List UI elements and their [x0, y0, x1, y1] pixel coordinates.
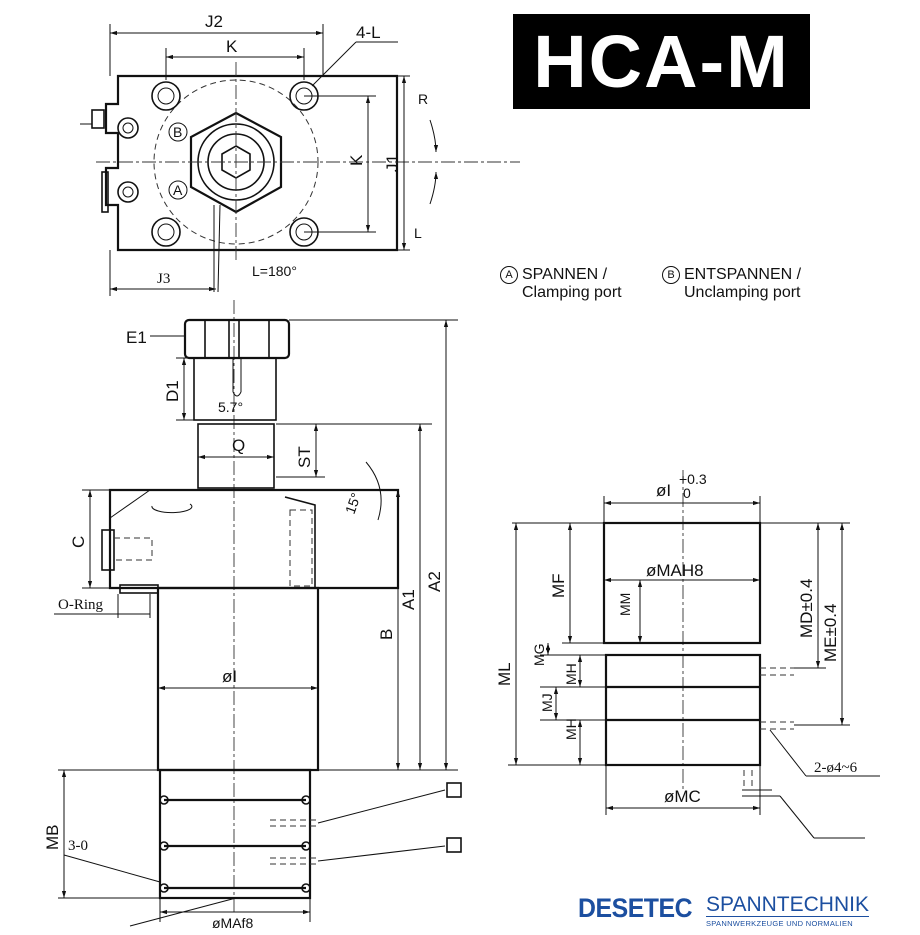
- legend-b-line2: Unclamping port: [684, 284, 801, 301]
- dim-dia-I: øI: [222, 667, 238, 686]
- label-3-0: 3-0: [68, 838, 88, 854]
- rotation-angle: L=180°: [252, 263, 297, 279]
- dim-A1: A1: [399, 589, 418, 610]
- rotation-L: L: [414, 225, 422, 241]
- dim-E1: E1: [126, 328, 147, 347]
- top-port-a-label: A: [173, 182, 183, 198]
- dim-B: B: [377, 628, 396, 640]
- top-view: [80, 12, 520, 296]
- port-a-symbol: A: [500, 266, 518, 284]
- brand-name: DESETEC: [578, 893, 693, 923]
- detail-tol-zero: 0: [683, 485, 691, 501]
- detail-dim-MG: MG: [531, 643, 547, 666]
- cylinder-insert: [160, 770, 310, 898]
- detail-view: [495, 470, 880, 838]
- dim-K-top: K: [226, 37, 238, 56]
- product-title: HCA-M: [533, 20, 790, 103]
- detail-dim-ME: ME±0.4: [821, 603, 840, 662]
- detail-tol-plus: +0.3: [679, 471, 707, 487]
- dim-angle-5-7: 5.7°: [218, 399, 244, 415]
- legend-a-line1: SPANNEN /: [522, 266, 608, 283]
- dim-ST: ST: [295, 446, 314, 468]
- detail-holes-label: 2-ø4~6: [814, 760, 858, 776]
- detail-dim-MH-2: MH: [563, 718, 579, 740]
- cylinder-body: [158, 588, 318, 770]
- rotation-R: R: [418, 91, 429, 107]
- dim-C: C: [69, 535, 88, 548]
- dim-J3: J3: [157, 271, 171, 287]
- clamp-nut: [185, 320, 289, 358]
- dim-Q: Q: [232, 436, 246, 455]
- detail-dim-dia-MC: øMC: [664, 787, 701, 806]
- insert-grooves: [160, 796, 310, 892]
- brand-tagline: SPANNWERKZEUGE UND NORMALIEN: [706, 919, 854, 928]
- port-b-symbol: B: [662, 266, 680, 284]
- dim-J1: J1: [383, 154, 402, 172]
- side-view: [43, 300, 461, 931]
- detail-dim-dia-I: øI: [656, 481, 672, 500]
- dim-angle-15: 15°: [341, 490, 365, 517]
- detail-dim-MF: MF: [549, 573, 568, 598]
- dim-A2: A2: [425, 571, 444, 592]
- detail-dim-ML: ML: [495, 662, 514, 686]
- bore-upper: [604, 523, 760, 643]
- top-port-b-label: B: [173, 124, 183, 140]
- dim-D1: D1: [163, 380, 182, 402]
- detail-dim-MJ: MJ: [539, 693, 555, 712]
- dim-MB: MB: [43, 824, 62, 850]
- legend-a-line2: Clamping port: [522, 284, 622, 301]
- detail-dim-MH-1: MH: [563, 663, 579, 685]
- label-o-ring: O-Ring: [58, 597, 103, 613]
- legend-b-line1: ENTSPANNEN /: [684, 266, 802, 283]
- dim-dia-MA-f8: øMAf8: [212, 915, 254, 931]
- dim-J2: J2: [205, 12, 223, 31]
- piston-rod: [198, 424, 274, 488]
- brand-subtitle: SPANNTECHNIK: [706, 893, 869, 916]
- port-marker-lower: [447, 838, 461, 852]
- detail-dim-MM: MM: [617, 592, 633, 616]
- detail-dim-MD: MD±0.4: [797, 578, 816, 638]
- dim-4-L: 4-L: [356, 23, 381, 42]
- port-fittings: [80, 110, 138, 212]
- dim-K-side: K: [347, 154, 366, 166]
- detail-dim-dia-MA-H8: øMAH8: [646, 561, 704, 580]
- port-marker-upper: [447, 783, 461, 797]
